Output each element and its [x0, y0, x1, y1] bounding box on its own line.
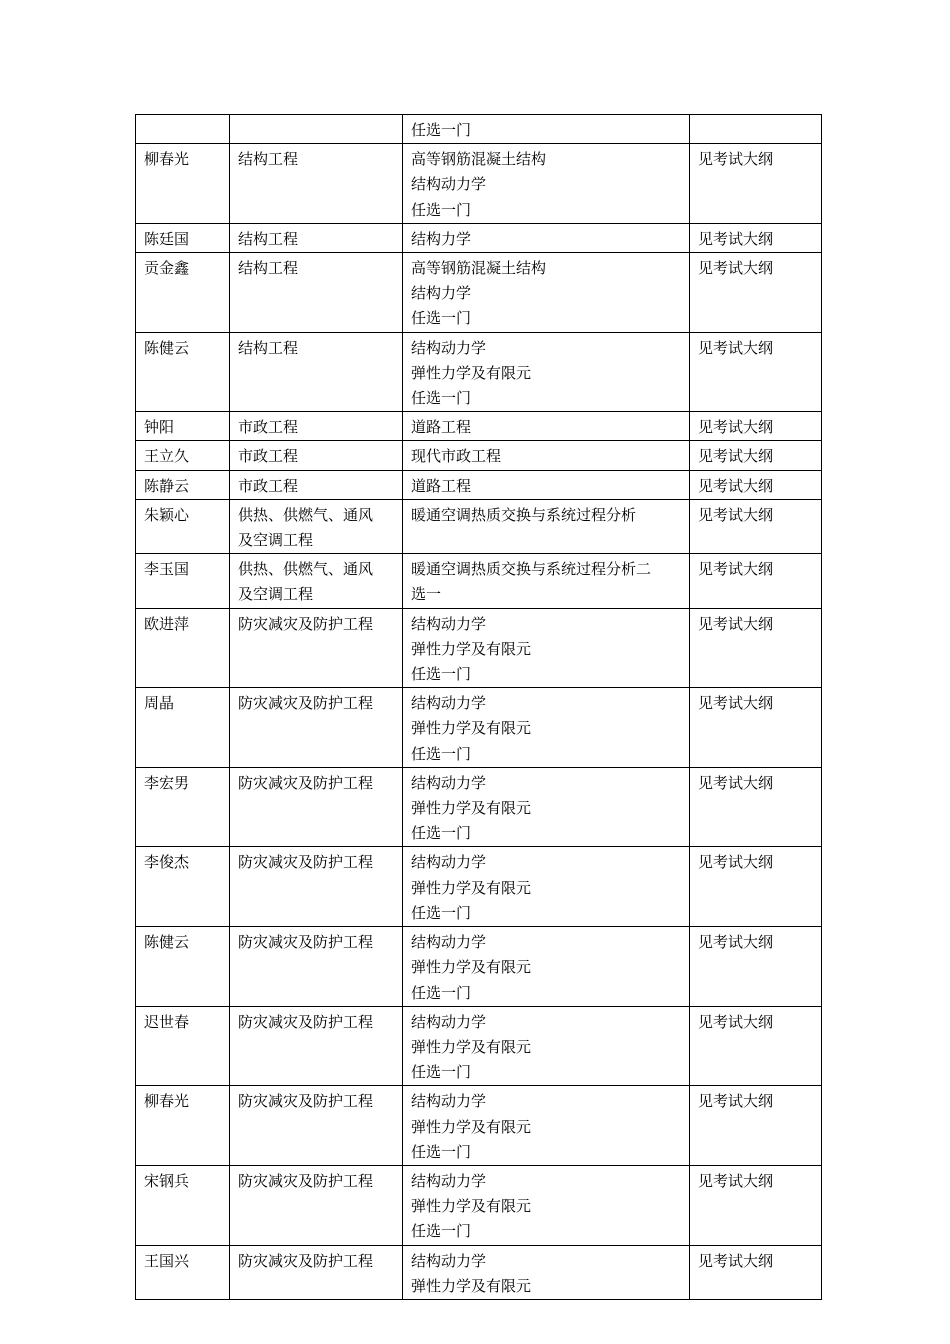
note-text: 见考试大纲 [698, 259, 774, 278]
exam-course-table [135, 114, 822, 1300]
course-line: 任选一门 [411, 983, 472, 1002]
tutor-name-cell [136, 1086, 230, 1166]
note-cell [690, 144, 822, 224]
course-line: 结构动力学 [411, 694, 487, 713]
course-cell [403, 688, 690, 768]
note-text: 见考试大纲 [698, 229, 774, 248]
course-line: 任选一门 [411, 1222, 472, 1241]
tutor-name-cell [136, 470, 230, 499]
major-line: 防灾减灾及防护工程 [238, 1092, 374, 1111]
major-cell [230, 1006, 403, 1086]
major-line: 防灾减灾及防护工程 [238, 933, 374, 952]
table-row [136, 441, 822, 470]
course-line: 任选一门 [411, 744, 472, 763]
table-row [136, 1245, 822, 1299]
note-text: 见考试大纲 [698, 614, 774, 633]
tutor-name: 陈静云 [144, 476, 190, 495]
tutor-name-cell [136, 253, 230, 333]
course-cell [403, 847, 690, 927]
major-cell [230, 223, 403, 252]
table-row [136, 223, 822, 252]
course-cell [403, 767, 690, 847]
major-cell [230, 554, 403, 608]
course-line: 结构动力学 [411, 933, 487, 952]
course-line: 结构力学 [411, 284, 472, 303]
course-line: 任选一门 [411, 200, 472, 219]
note-cell [690, 332, 822, 412]
major-line: 供热、供燃气、通风 [238, 505, 374, 524]
table-row [136, 767, 822, 847]
table-row [136, 470, 822, 499]
course-line: 高等钢筋混凝土结构 [411, 259, 547, 278]
major-line: 防灾减灾及防护工程 [238, 1171, 374, 1190]
tutor-name: 迟世春 [144, 1012, 190, 1031]
course-line: 结构动力学 [411, 853, 487, 872]
major-line: 防灾减灾及防护工程 [238, 773, 374, 792]
tutor-name: 宋钢兵 [144, 1171, 190, 1190]
note-cell [690, 767, 822, 847]
major-cell [230, 1245, 403, 1299]
course-cell [403, 1245, 690, 1299]
note-text: 见考试大纲 [698, 773, 774, 792]
course-line: 任选一门 [411, 665, 472, 684]
course-line: 弹性力学及有限元 [411, 878, 532, 897]
tutor-name-cell [136, 927, 230, 1007]
table-body [136, 115, 822, 1300]
note-text: 见考试大纲 [698, 1012, 774, 1031]
tutor-name-cell [136, 847, 230, 927]
major-cell [230, 1086, 403, 1166]
major-cell [230, 688, 403, 768]
note-cell [690, 115, 822, 144]
note-text: 见考试大纲 [698, 476, 774, 495]
note-text: 见考试大纲 [698, 418, 774, 437]
major-line: 防灾减灾及防护工程 [238, 1012, 374, 1031]
course-cell [403, 608, 690, 688]
course-cell [403, 499, 690, 553]
course-line: 任选一门 [411, 1142, 472, 1161]
table-row [136, 554, 822, 608]
course-line: 结构动力学 [411, 1251, 487, 1270]
table-row [136, 1006, 822, 1086]
major-cell [230, 115, 403, 144]
tutor-name: 贡金鑫 [144, 259, 190, 278]
note-text: 见考试大纲 [698, 1251, 774, 1270]
note-cell [690, 847, 822, 927]
course-line: 结构动力学 [411, 175, 487, 194]
tutor-name-cell [136, 223, 230, 252]
table-row [136, 688, 822, 768]
major-line: 结构工程 [238, 338, 299, 357]
note-text: 见考试大纲 [698, 853, 774, 872]
course-line: 任选一门 [411, 1063, 472, 1082]
course-cell [403, 332, 690, 412]
tutor-name-cell [136, 554, 230, 608]
tutor-name-cell [136, 1245, 230, 1299]
course-line: 结构动力学 [411, 614, 487, 633]
course-line: 现代市政工程 [411, 447, 502, 466]
note-cell [690, 688, 822, 768]
tutor-name: 王国兴 [144, 1251, 190, 1270]
major-line: 防灾减灾及防护工程 [238, 1251, 374, 1270]
tutor-name: 陈健云 [144, 933, 190, 952]
tutor-name-cell [136, 608, 230, 688]
major-line: 市政工程 [238, 447, 299, 466]
tutor-name: 周晶 [144, 694, 175, 713]
course-cell [403, 115, 690, 144]
table-row [136, 332, 822, 412]
course-line: 弹性力学及有限元 [411, 1197, 532, 1216]
major-line: 及空调工程 [238, 585, 314, 604]
note-cell [690, 1245, 822, 1299]
note-cell [690, 412, 822, 441]
major-cell [230, 412, 403, 441]
course-line: 弹性力学及有限元 [411, 799, 532, 818]
major-cell [230, 1165, 403, 1245]
major-cell [230, 332, 403, 412]
course-cell [403, 1006, 690, 1086]
note-cell [690, 499, 822, 553]
major-cell [230, 441, 403, 470]
major-cell [230, 767, 403, 847]
major-cell [230, 927, 403, 1007]
tutor-name-cell [136, 115, 230, 144]
note-cell [690, 441, 822, 470]
tutor-name: 陈健云 [144, 338, 190, 357]
course-line: 任选一门 [411, 121, 472, 139]
major-cell [230, 608, 403, 688]
table-row [136, 412, 822, 441]
tutor-name-cell [136, 412, 230, 441]
course-line: 选一 [411, 585, 442, 604]
tutor-name: 李玉国 [144, 560, 190, 579]
course-line: 任选一门 [411, 824, 472, 843]
note-text: 见考试大纲 [698, 933, 774, 952]
note-cell [690, 554, 822, 608]
note-cell [690, 253, 822, 333]
course-line: 结构力学 [411, 229, 472, 248]
course-cell [403, 144, 690, 224]
note-text: 见考试大纲 [698, 1171, 774, 1190]
tutor-name-cell [136, 144, 230, 224]
course-line: 暖通空调热质交换与系统过程分析二 [411, 560, 652, 579]
table-row [136, 253, 822, 333]
course-line: 道路工程 [411, 476, 472, 495]
course-cell [403, 412, 690, 441]
course-line: 结构动力学 [411, 1012, 487, 1031]
course-line: 结构动力学 [411, 773, 487, 792]
major-cell [230, 470, 403, 499]
tutor-name: 陈廷国 [144, 229, 190, 248]
note-cell [690, 608, 822, 688]
course-line: 弹性力学及有限元 [411, 1276, 532, 1295]
major-line: 及空调工程 [238, 531, 314, 550]
course-line: 任选一门 [411, 389, 472, 408]
note-text: 见考试大纲 [698, 505, 774, 524]
tutor-name-cell [136, 1006, 230, 1086]
table-row [136, 115, 822, 144]
major-line: 防灾减灾及防护工程 [238, 853, 374, 872]
course-cell [403, 554, 690, 608]
major-line: 供热、供燃气、通风 [238, 560, 374, 579]
table-row [136, 499, 822, 553]
course-cell [403, 470, 690, 499]
note-text: 见考试大纲 [698, 694, 774, 713]
table-row [136, 847, 822, 927]
tutor-name: 李俊杰 [144, 853, 190, 872]
note-cell [690, 927, 822, 1007]
tutor-name-cell [136, 1165, 230, 1245]
major-line: 市政工程 [238, 476, 299, 495]
major-cell [230, 847, 403, 927]
major-line: 防灾减灾及防护工程 [238, 694, 374, 713]
course-cell [403, 927, 690, 1007]
tutor-name-cell [136, 688, 230, 768]
note-cell [690, 1165, 822, 1245]
major-line: 市政工程 [238, 418, 299, 437]
note-text: 见考试大纲 [698, 1092, 774, 1111]
note-cell [690, 470, 822, 499]
table-row [136, 927, 822, 1007]
course-line: 弹性力学及有限元 [411, 1117, 532, 1136]
course-cell [403, 223, 690, 252]
note-cell [690, 1086, 822, 1166]
tutor-name-cell [136, 332, 230, 412]
course-line: 弹性力学及有限元 [411, 1037, 532, 1056]
tutor-name: 王立久 [144, 447, 190, 466]
course-line: 任选一门 [411, 903, 472, 922]
course-line: 弹性力学及有限元 [411, 363, 532, 382]
major-line: 结构工程 [238, 150, 299, 169]
table-row [136, 144, 822, 224]
course-cell [403, 253, 690, 333]
course-line: 高等钢筋混凝土结构 [411, 150, 547, 169]
note-text: 见考试大纲 [698, 560, 774, 579]
major-cell [230, 499, 403, 553]
course-line: 结构动力学 [411, 338, 487, 357]
tutor-name: 李宏男 [144, 773, 190, 792]
course-line: 道路工程 [411, 418, 472, 437]
tutor-name: 朱颖心 [144, 505, 190, 524]
tutor-name-cell [136, 767, 230, 847]
note-cell [690, 1006, 822, 1086]
major-line: 结构工程 [238, 229, 299, 248]
tutor-name: 钟阳 [144, 418, 175, 437]
table-row [136, 608, 822, 688]
course-line: 结构动力学 [411, 1092, 487, 1111]
course-line: 任选一门 [411, 309, 472, 328]
course-line: 弹性力学及有限元 [411, 639, 532, 658]
course-line: 弹性力学及有限元 [411, 958, 532, 977]
table-row [136, 1086, 822, 1166]
note-text: 见考试大纲 [698, 338, 774, 357]
course-line: 结构动力学 [411, 1171, 487, 1190]
tutor-name-cell [136, 499, 230, 553]
course-line: 暖通空调热质交换与系统过程分析 [411, 505, 637, 524]
course-cell [403, 1086, 690, 1166]
major-line: 结构工程 [238, 259, 299, 278]
note-text: 见考试大纲 [698, 150, 774, 169]
major-line: 防灾减灾及防护工程 [238, 614, 374, 633]
major-cell [230, 144, 403, 224]
course-cell [403, 1165, 690, 1245]
course-line: 弹性力学及有限元 [411, 719, 532, 738]
tutor-name-cell [136, 441, 230, 470]
major-cell [230, 253, 403, 333]
note-text: 见考试大纲 [698, 447, 774, 466]
table-row [136, 1165, 822, 1245]
tutor-name: 欧进萍 [144, 614, 190, 633]
tutor-name: 柳春光 [144, 150, 190, 169]
tutor-name: 柳春光 [144, 1092, 190, 1111]
course-cell [403, 441, 690, 470]
note-cell [690, 223, 822, 252]
